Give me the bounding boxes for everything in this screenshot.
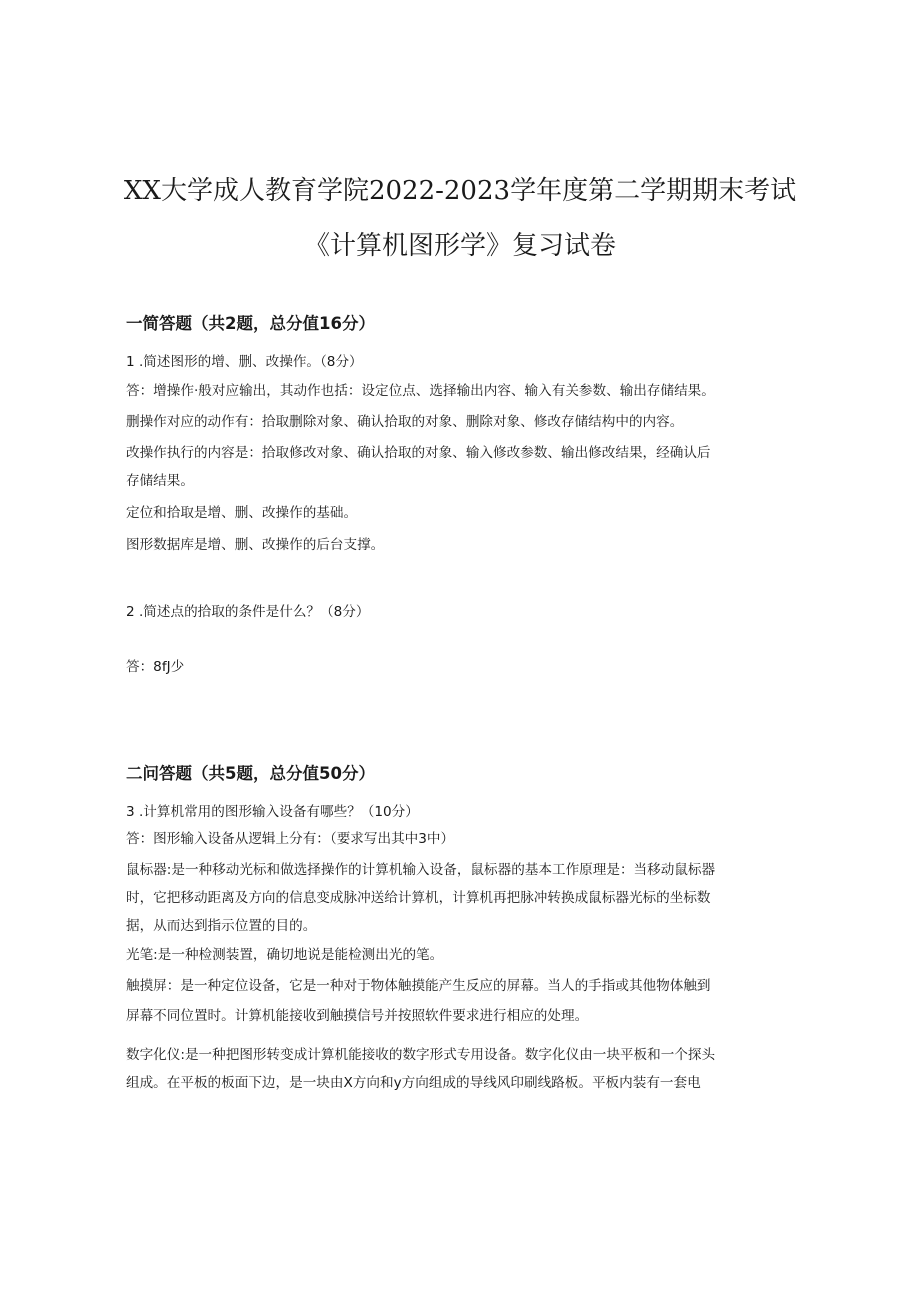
- answer-1-line: 定位和拾取是增、删、改操作的基础。: [126, 505, 358, 521]
- answer-3-line: 组成。在平板的板面下边，是一块由X方向和y方向组成的导线风印刷线路板。平板内装有一套电: [126, 1075, 701, 1091]
- answer-1-line: 答：增操作·般对应输出，其动作也括：设定位点、选择输出内容、输入有关参数、输出存储结果。: [126, 383, 715, 399]
- answer-1-line: 改操作执行的内容是：拾取修改对象、确认拾取的对象、输入修改参数、输出修改结果，经确认后: [126, 445, 711, 461]
- answer-3-line: 据，从而达到指示位置的目的。: [126, 918, 317, 934]
- exam-title-line1: XX大学成人教育学院2022-2023学年度第二学期期末考试: [123, 176, 797, 206]
- answer-3-line: 答：图形输入设备从逻辑上分有：（要求写出其中3中）: [126, 831, 455, 847]
- answer-1-line: 删操作对应的动作有：拾取删除对象、确认拾取的对象、删除对象、修改存储结构中的内容。: [126, 414, 684, 430]
- answer-3-line: 光笔:是一种检测装置，确切地说是能检测出光的笔。: [126, 947, 444, 963]
- section2-heading: 二问答题（共5题，总分值50分）: [126, 764, 375, 783]
- question-2: 2 .简述点的拾取的条件是什么？（8分）: [126, 604, 370, 620]
- question-3: 3 .计算机常用的图形输入设备有哪些？（10分）: [126, 804, 419, 820]
- answer-3-line: 数字化仪:是一种把图形转变成计算机能接收的数字形式专用设备。数字化仪由一块平板和一个探头: [126, 1047, 716, 1063]
- answer-1-line: 图形数据库是增、删、改操作的后台支撑。: [126, 537, 385, 553]
- question-1: 1 .简述图形的增、删、改操作。（8分）: [126, 354, 363, 370]
- answer-3-line: 时，它把移动距离及方向的信息变成脉冲送给计算机，计算机再把脉冲转换成鼠标器光标的坐标数: [126, 890, 711, 906]
- answer-3-line: 鼠标器:是一种移动光标和做选择操作的计算机输入设备，鼠标器的基本工作原理是：当移动鼠标器: [126, 862, 716, 878]
- answer-2: 答：8fJ少: [126, 659, 185, 675]
- answer-3-line: 屏幕不同位置时。计算机能接收到触摸信号并按照软件要求进行相应的处理。: [126, 1008, 589, 1024]
- exam-title-line2: 《计算机图形学》复习试卷: [303, 231, 616, 261]
- answer-1-line: 存储结果。: [126, 473, 194, 489]
- section1-heading: 一简答题（共2题，总分值16分）: [126, 314, 375, 333]
- answer-3-line: 触摸屏：是一种定位设备，它是一种对于物体触摸能产生反应的屏幕。当人的手指或其他物体触到: [126, 978, 711, 994]
